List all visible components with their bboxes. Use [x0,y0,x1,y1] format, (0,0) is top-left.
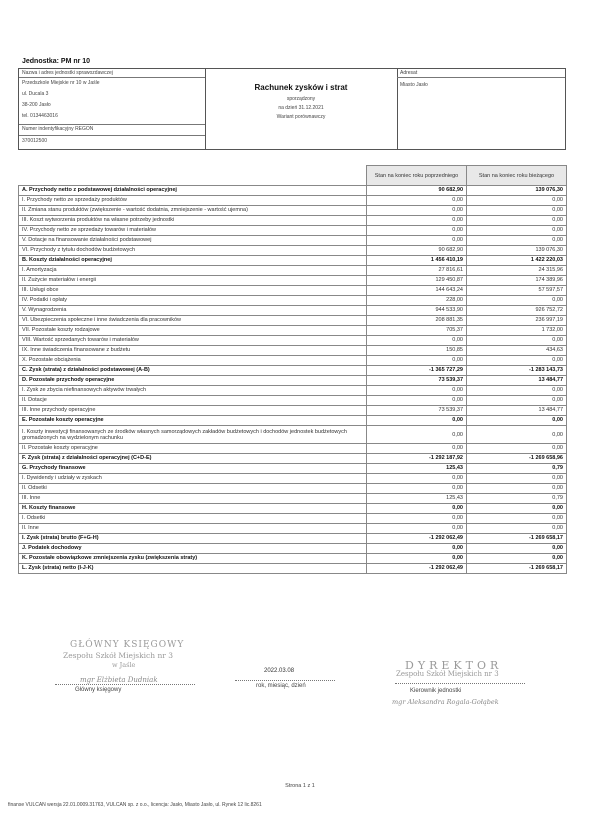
table-row [19,246,567,256]
value-prev: 90 682,90 [367,246,467,256]
value-prev: 0,00 [367,356,467,366]
page-number: Strona 1 z 1 [285,783,315,789]
row-label: E. Pozostałe koszty operacyjne [19,416,367,426]
value-curr: -1 269 658,17 [467,534,567,544]
director-stamp-title: DYREKTOR [405,659,503,672]
value-prev: 125,43 [367,494,467,504]
name-line: tel. 0134463016 [22,113,58,119]
value-curr: -1 269 658,17 [467,564,567,574]
report-variant: Wariant porównawczy [276,114,326,120]
value-prev: 0,00 [367,386,467,396]
table-row [19,216,567,226]
value-curr: 236 997,19 [467,316,567,326]
table-row [19,474,567,484]
value-curr: 0,00 [467,296,567,306]
report-title: Rachunek zysków i strat [254,83,348,92]
row-label: G. Przychody finansowe [19,464,367,474]
table-row [19,444,567,454]
software-footer: finanse VULCAN wersja 22.01.0009.31763, VULCAN sp. z o.o., licencja: Jasło, Miasto Jasło, ul. Rynek 12 lic.8261 [8,802,262,808]
table-row [19,326,567,336]
row-label: II. Zużycie materiałów i energii [19,276,367,286]
value-curr: 0,00 [467,524,567,534]
value-prev: -1 365 727,29 [367,366,467,376]
value-prev: 0,00 [367,544,467,554]
value-prev: -1 292 062,49 [367,564,467,574]
row-label: III. Usługi obce [19,286,367,296]
value-curr: 434,63 [467,346,567,356]
row-label: F. Zysk (strata) z działalności operacyjnej (C+D-E) [19,454,367,464]
value-curr: 0,00 [467,226,567,236]
entity-info-block [19,69,206,149]
table-row [19,464,567,474]
table-row [19,206,567,216]
row-label: VI. Ubezpieczenia społeczne i inne świadczenia dla pracowników [19,316,367,326]
director-signature: mgr Aleksandra Rogala-Gołąbek [392,698,499,706]
value-prev: 1 456 410,19 [367,256,467,266]
row-label: III. Koszt wytworzenia produktów na własne potrzeby jednostki [19,216,367,226]
row-label: VI. Przychody z tytułu dochodów budżetowych [19,246,367,256]
value-curr: 0,00 [467,484,567,494]
report-subtitle: sporządzony [286,96,316,102]
value-curr: 174 389,96 [467,276,567,286]
name-label: Nazwa i adres jednostki sprawozdawczej [22,70,113,76]
value-prev: 0,00 [367,206,467,216]
table-header-row [19,166,567,186]
value-prev: 90 682,90 [367,186,467,196]
value-curr: 926 752,72 [467,306,567,316]
row-label: VII. Pozostałe koszty rodzajowe [19,326,367,336]
table-row [19,366,567,376]
row-label: X. Pozostałe obciążenia [19,356,367,366]
row-label: V. Dotacje na finansowanie działalności podstawowej [19,236,367,246]
value-curr: 0,00 [467,216,567,226]
table-row [19,534,567,544]
table-row [19,504,567,514]
row-label: L. Zysk (strata) netto (I-J-K) [19,564,367,574]
row-label: II. Zmiana stanu produktów (zwiększenie - wartość dodatnia, zmniejszenie - wartość ujemna) [19,206,367,216]
row-label: VIII. Wartość sprzedanych towarów i materiałów [19,336,367,346]
table-row [19,396,567,406]
name-line: 38-200 Jasło [22,102,51,108]
signature-line-left [55,684,195,685]
table-row [19,484,567,494]
value-curr: 0,79 [467,494,567,504]
date-label: rok, miesiąc, dzień [256,683,306,689]
value-prev: 73 539,37 [367,376,467,386]
value-curr: 1 422 220,03 [467,256,567,266]
table-row [19,226,567,236]
value-curr: 0,00 [467,206,567,216]
table-row [19,406,567,416]
table-row [19,554,567,564]
row-label: IV. Przychody netto ze sprzedaży towarów i materiałów [19,226,367,236]
entity-label: Jednostka: PM nr 10 [22,58,91,65]
value-curr: 0,79 [467,464,567,474]
table-row [19,514,567,524]
table-row [19,544,567,554]
value-prev: 0,00 [367,196,467,206]
value-prev: 0,00 [367,336,467,346]
table-row [19,256,567,266]
director-stamp-org: Zespołu Szkół Miejskich nr 3 [396,670,499,678]
name-line: ul. Ducala 3 [22,91,49,97]
value-prev: -1 292 062,49 [367,534,467,544]
row-label: C. Zysk (strata) z działalności podstawowej (A-B) [19,366,367,376]
value-prev: 27 816,61 [367,266,467,276]
row-label: I. Amortyzacja [19,266,367,276]
value-curr: 0,00 [467,554,567,564]
value-prev: 0,00 [367,426,467,444]
value-curr: 0,00 [467,514,567,524]
value-prev: 73 539,37 [367,406,467,416]
value-curr: -1 283 143,73 [467,366,567,376]
row-label: I. Koszty inwestycji finansowanych ze środków własnych samorządowych zakładów budżetowych i dochodów jednostek budżetowych gromadzonych na wydzielonym rachunku [19,426,367,444]
table-row [19,196,567,206]
value-prev: 0,00 [367,504,467,514]
addressee-label: Adresat [400,70,418,76]
row-label: II. Inne [19,524,367,534]
column-header-prev: Stan na koniec roku poprzedniego [367,166,467,186]
table-row [19,376,567,386]
value-curr: 139 076,30 [467,246,567,256]
table-row [19,276,567,286]
value-curr: 0,00 [467,356,567,366]
chief-accountant-stamp-title: GŁÓWNY KSIĘGOWY [70,640,185,650]
table-row [19,316,567,326]
value-prev: 144 643,24 [367,286,467,296]
value-curr: 13 484,77 [467,376,567,386]
table-row [19,336,567,346]
value-prev: 208 881,35 [367,316,467,326]
table-row [19,416,567,426]
signature-line-right [395,683,525,684]
table-row [19,524,567,534]
header-blank-cell [19,166,367,186]
row-label: V. Wynagrodzenia [19,306,367,316]
table-row [19,564,567,574]
chief-accountant-signature: mgr Elżbieta Dudniak [80,676,158,684]
row-label: I. Dywidendy i udziały w zyskach [19,474,367,484]
row-label: II. Pozostałe koszty operacyjne [19,444,367,454]
table-row [19,356,567,366]
report-date: na dzień 31.12.2021 [278,105,324,111]
report-header [18,68,566,150]
value-curr: 13 484,77 [467,406,567,416]
income-statement-table [18,165,567,574]
value-prev: 0,00 [367,416,467,426]
value-curr: 0,00 [467,416,567,426]
value-prev: 0,00 [367,514,467,524]
table-row [19,236,567,246]
table-row [19,386,567,396]
value-curr: 0,00 [467,196,567,206]
row-label: I. Zysk (strata) brutto (F+G-H) [19,534,367,544]
table-row [19,426,567,444]
table-row [19,186,567,196]
value-prev: -1 292 187,92 [367,454,467,464]
value-prev: 0,00 [367,524,467,534]
regon-label: Numer indentyfikacyjny REGON [22,126,94,132]
value-curr: 0,00 [467,336,567,346]
value-curr: 24 315,96 [467,266,567,276]
value-prev: 0,00 [367,444,467,454]
value-prev: 129 450,87 [367,276,467,286]
table-row [19,266,567,276]
value-curr: 0,00 [467,236,567,246]
table-row [19,296,567,306]
value-curr: 0,00 [467,426,567,444]
value-prev: 0,00 [367,236,467,246]
value-prev: 0,00 [367,216,467,226]
row-label: III. Inne przychody operacyjne [19,406,367,416]
table-row [19,346,567,356]
row-label: II. Dotacje [19,396,367,406]
director-role: Kierownik jednostki [410,688,462,694]
row-label: H. Koszty finansowe [19,504,367,514]
value-prev: 0,00 [367,484,467,494]
row-label: K. Pozostałe obowiązkowe zmniejszenia zysku (zwiększenia straty) [19,554,367,564]
value-prev: 944 533,90 [367,306,467,316]
table-row [19,306,567,316]
row-label: I. Przychody netto ze sprzedaży produktów [19,196,367,206]
name-line: Przedszkole Miejskie nr 10 w Jaśle [22,80,100,86]
signature-line-date [235,680,335,681]
value-curr: 57 597,57 [467,286,567,296]
value-curr: -1 269 658,96 [467,454,567,464]
chief-accountant-stamp-city: w Jaśle [112,661,136,669]
value-prev: 228,00 [367,296,467,306]
value-curr: 0,00 [467,504,567,514]
value-curr: 139 076,30 [467,186,567,196]
column-header-curr: Stan na koniec roku bieżącego [467,166,567,186]
value-curr: 1 732,00 [467,326,567,336]
report-title-block [205,69,398,149]
value-curr: 0,00 [467,444,567,454]
value-prev: 0,00 [367,474,467,484]
value-curr: 0,00 [467,544,567,554]
value-prev: 0,00 [367,226,467,236]
row-label: I. Zysk ze zbycia niefinansowych aktywów trwałych [19,386,367,396]
value-prev: 0,00 [367,396,467,406]
table-row [19,494,567,504]
chief-accountant-stamp-org: Zespołu Szkół Miejskich nr 3 [63,651,174,660]
table-row [19,454,567,464]
row-label: A. Przychody netto z podstawowej działalności operacyjnej [19,186,367,196]
value-prev: 150,85 [367,346,467,356]
chief-accountant-role: Główny księgowy [75,687,122,693]
value-prev: 705,37 [367,326,467,336]
value-curr: 0,00 [467,474,567,484]
row-label: I. Odsetki [19,514,367,524]
value-prev: 125,43 [367,464,467,474]
addressee-block [397,69,565,149]
row-label: D. Pozostałe przychody operacyjne [19,376,367,386]
addressee-value: Miasto Jasło [400,82,428,88]
row-label: J. Podatek dochodowy [19,544,367,554]
table-row [19,286,567,296]
value-curr: 0,00 [467,396,567,406]
signature-date: 2022.03.08 [264,668,295,674]
row-label: IV. Podatki i opłaty [19,296,367,306]
value-curr: 0,00 [467,386,567,396]
row-label: II. Odsetki [19,484,367,494]
row-label: IX. Inne świadczenia finansowane z budżetu [19,346,367,356]
regon-value: 370012500 [22,138,48,144]
row-label: III. Inne [19,494,367,504]
row-label: B. Koszty działalności operacyjnej [19,256,367,266]
value-prev: 0,00 [367,554,467,564]
